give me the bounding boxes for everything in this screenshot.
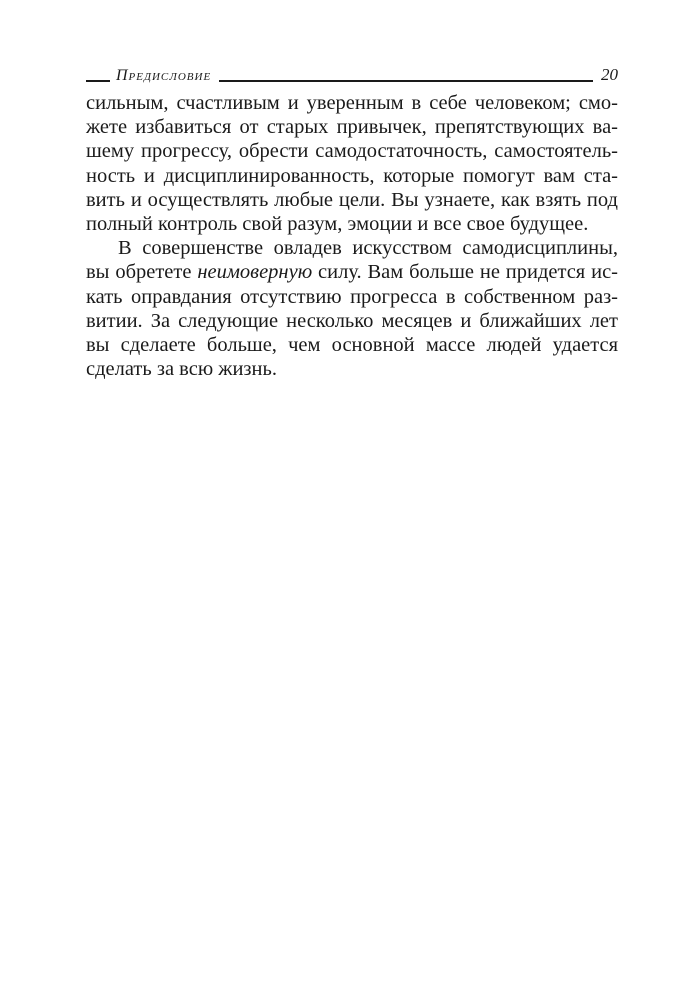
emphasized-word: неимоверную	[197, 261, 313, 284]
text-line: сильным, счастливым и уверенным в себе человеком; смо-	[86, 92, 618, 114]
paragraph-1	[86, 91, 618, 236]
text-line: вы сделаете больше, чем основной массе людей удается	[86, 333, 618, 356]
text-line: жете избавиться от старых привычек, препятствующих ва-	[86, 116, 618, 139]
text-segment: вы обретете	[86, 261, 198, 284]
header-lead-rule	[86, 80, 110, 82]
text-line: витии. За следующие несколько месяцев и ближайших лет	[86, 309, 618, 332]
text-line: полный контроль свой разум, эмоции и все свое будущее.	[86, 212, 589, 235]
running-head	[86, 60, 618, 86]
header-rule	[219, 80, 593, 82]
text-line: кать оправдания отсутствию прогресса в собственном раз-	[86, 285, 618, 308]
text-line: сделать за всю жизнь.	[86, 358, 277, 381]
section-title: Предисловие	[116, 67, 212, 84]
text-line: вить и осуществлять любые цели. Вы узнаете, как взять под	[86, 188, 618, 211]
paragraph-2	[86, 236, 618, 381]
text-line: ность и дисциплинированность, которые помогут вам ста-	[86, 164, 618, 187]
text-line: шему прогрессу, обрести самодостаточность, самостоятель-	[86, 140, 618, 163]
text-line: В совершенстве овладев искусством самодисциплины,	[118, 237, 618, 260]
page-number: 20	[601, 65, 618, 84]
text-segment: силу. Вам больше не придется ис-	[312, 261, 618, 284]
text-line-with-emphasis	[86, 260, 618, 284]
body-text	[86, 91, 618, 381]
